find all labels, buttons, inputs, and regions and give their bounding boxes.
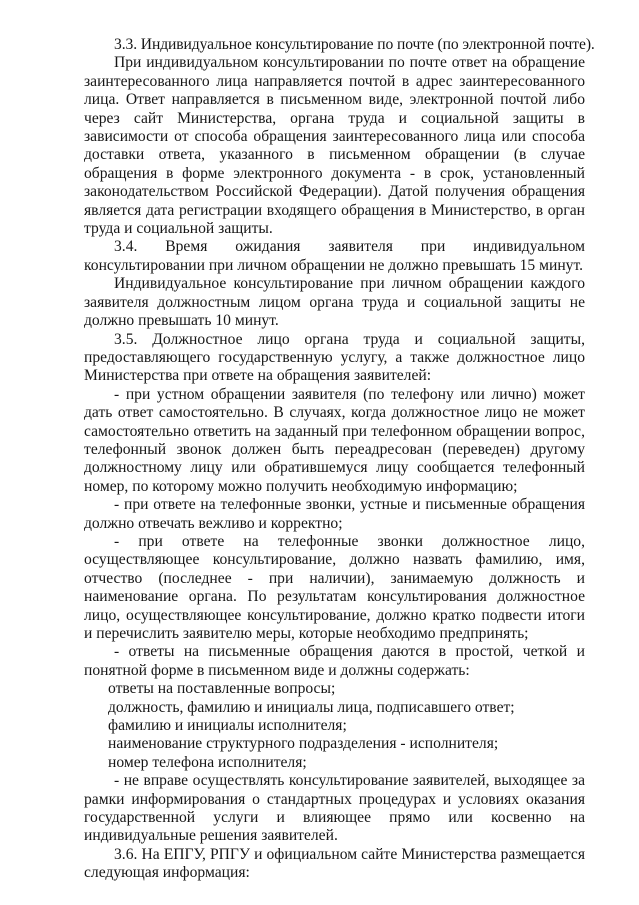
- list-item: ответы на поставленные вопросы;: [108, 680, 336, 698]
- bullet-not-allowed: - не вправе осуществлять консультирование заявителей, выходящее за рамки информирования о стандартных процедурах и условиях оказания государственной услуги и влияющее прямо или косвенно на индивидуальные решения заявителей.: [84, 772, 585, 845]
- section-3-4-continued: Индивидуальное консультирование при личном обращении каждого заявителя должностным лицом органа труда и социальной защиты не должно превышать 10 минут.: [84, 275, 585, 330]
- bullet-phone-calls: - при ответе на телефонные звонки должностное лицо, осуществляющее консультирование, должно назвать фамилию, имя, отчество (последнее - при наличии), занимаемую должность и наименование органа. По результатам консультирования должностное лицо, осуществляющее консультирование, должно кратко подвести итоги и перечислить заявителю меры, которые необходимо предпринять;: [84, 532, 585, 642]
- list-item: наименование структурного подразделения - исполнителя;: [108, 735, 499, 753]
- section-3-4: 3.4. Время ожидания заявителя при индивидуальном консультировании при личном обращении не должно превышать 15 минут.: [84, 238, 585, 274]
- bullet-oral-request: - при устном обращении заявителя (по телефону или лично) может дать ответ самостоятельно. В случаях, когда должностное лицо не может самостоятельно ответить на заданный при телефонном обращении вопрос, телефонный звонок должен быть переадресован (переведен) другому должностному лицу или обратившемуся лицу сообщается телефонный номер, по которому можно получить необходимую информацию;: [84, 385, 585, 495]
- list-item: фамилию и инициалы исполнителя;: [108, 717, 347, 735]
- section-3-3-text: При индивидуальном консультировании по почте ответ на обращение заинтересованного лица направляется почтой в адрес заинтересованного лица. Ответ направляется в письменном виде, электронной почтой либо через сайт Министерства, органа труда и социальной защиты в зависимости от способа обращения заинтересованного лица или способа доставки ответа, указанного в письменном обращении (в случае обращения в форме электронного документа - в срок, установленный законодательством Российской Федерации). Датой получения обращения является дата регистрации входящего обращения в Министерство, в орган труда и социальной защиты.: [84, 54, 585, 238]
- bullet-politeness: - при ответе на телефонные звонки, устные и письменные обращения должно отвечать вежливо и корректно;: [84, 496, 585, 532]
- section-3-3-title: 3.3. Индивидуальное консультирование по почте (по электронной почте).: [114, 36, 595, 53]
- section-3-6: 3.6. На ЕПГУ, РПГУ и официальном сайте Министерства размещается следующая информация:: [84, 845, 585, 882]
- bullet-written-answers: - ответы на письменные обращения даются в простой, четкой и понятной форме в письменном виде и должны содержать:: [84, 643, 585, 679]
- list-item: номер телефона исполнителя;: [108, 753, 307, 771]
- section-3-5: 3.5. Должностное лицо органа труда и социальной защиты, предоставляющего государственную услугу, а также должностное лицо Министерства при ответе на обращения заявителей:: [84, 330, 585, 385]
- list-item: должность, фамилию и инициалы лица, подписавшего ответ;: [108, 698, 515, 716]
